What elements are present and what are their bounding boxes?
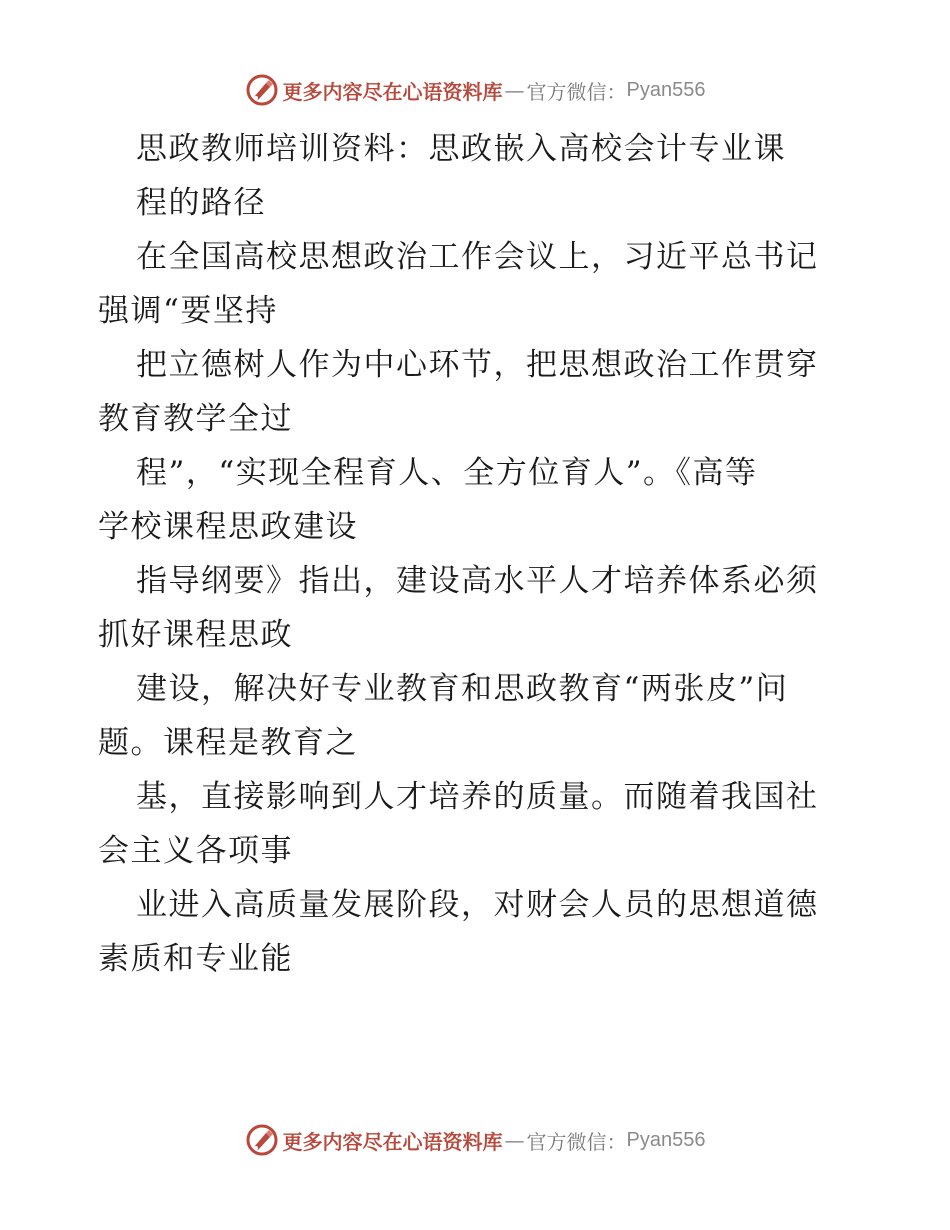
- title-line-2: 程的路径: [136, 185, 266, 221]
- header-wechat-id: Pyan556: [626, 78, 706, 101]
- document-body: [98, 122, 858, 986]
- paragraph-line: 素质和专业能: [98, 941, 293, 977]
- paragraph-line: 程”，“实现全程育人、全方位育人”。《高等: [136, 455, 758, 491]
- title-line-1: 思政教师培训资料：思政嵌入高校会计专业课: [136, 131, 786, 167]
- footer-brand-text: 更多内容尽在心语资料库: [282, 1129, 503, 1154]
- paragraph-line: 教育教学全过: [98, 401, 293, 437]
- paragraph-line: 会主义各项事: [98, 833, 293, 869]
- paragraph-line: 把立德树人作为中心环节，把思想政治工作贯穿: [136, 347, 819, 383]
- brand-logo-icon: [245, 1123, 279, 1157]
- paragraph-line: 业进入高质量发展阶段，对财会人员的思想道德: [136, 887, 819, 923]
- paragraph-line: 题。课程是教育之: [98, 725, 358, 761]
- header-wechat-label: 官方微信：: [526, 79, 627, 104]
- footer-banner: [0, 1120, 950, 1160]
- footer-wechat-label: 官方微信：: [526, 1129, 627, 1154]
- paragraph-line: 学校课程思政建设: [98, 509, 358, 545]
- header-dash: —: [504, 78, 525, 102]
- footer-dash: —: [504, 1128, 525, 1152]
- header-banner: [0, 70, 950, 110]
- paragraph-line: 基，直接影响到人才培养的质量。而随着我国社: [136, 779, 819, 815]
- paragraph-line: 在全国高校思想政治工作会议上，习近平总书记: [136, 239, 819, 275]
- paragraph-line: 建设，解决好专业教育和思政教育“两张皮”问: [136, 671, 789, 707]
- paragraph-line: 指导纲要》指出，建设高水平人才培养体系必须: [136, 563, 819, 599]
- brand-logo-icon: [245, 73, 279, 107]
- header-brand-text: 更多内容尽在心语资料库: [282, 79, 503, 104]
- footer-wechat-id: Pyan556: [626, 1128, 706, 1151]
- paragraph-line: 强调“要坚持: [98, 293, 278, 329]
- paragraph-line: 抓好课程思政: [98, 617, 293, 653]
